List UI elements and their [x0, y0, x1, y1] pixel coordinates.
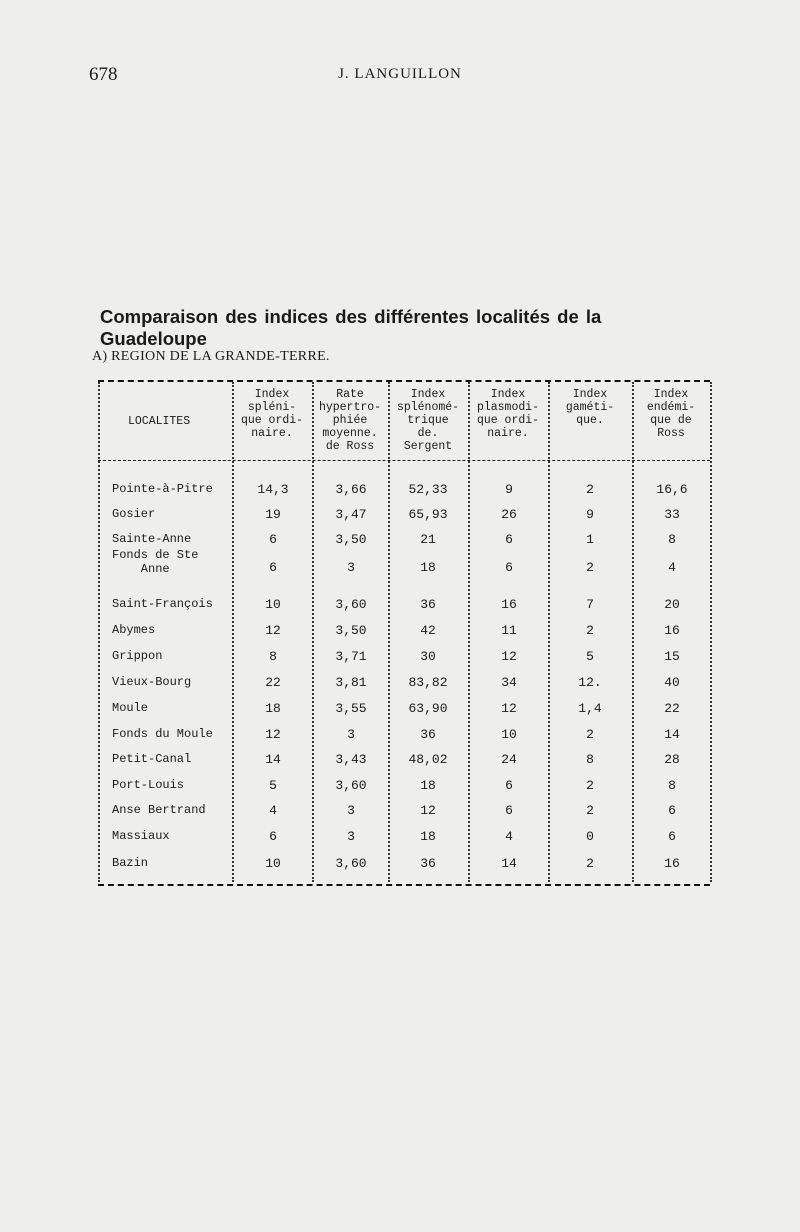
column-separator [548, 382, 550, 882]
column-header: Index endémi- que de Ross [646, 388, 696, 440]
section-heading: A) REGION DE LA GRANDE-TERRE. [92, 349, 330, 364]
table-cell: 1 [586, 532, 594, 547]
table-cell: 6 [269, 560, 277, 575]
table-cell: 21 [420, 532, 436, 547]
table-cell: 3,43 [335, 752, 367, 767]
table-cell: 3,50 [335, 623, 367, 638]
header-localites: LOCALITES [128, 415, 191, 428]
table-cell: 2 [586, 482, 594, 497]
table-cell: 6 [505, 560, 513, 575]
table-cell: 18 [420, 778, 436, 793]
table-cell: 6 [269, 829, 277, 844]
column-header: Index plasmodi- que ordi- naire. [476, 388, 540, 440]
table-cell: 14 [265, 752, 281, 767]
table-cell: 16,6 [656, 482, 688, 497]
table-cell: 3 [347, 829, 355, 844]
locality-name: Fonds du Moule [112, 727, 213, 741]
locality-name: Abymes [112, 623, 156, 637]
locality-name: Pointe-à-Pitre [112, 482, 213, 496]
table-cell: 26 [501, 507, 517, 522]
table-cell: 5 [269, 778, 277, 793]
table-cell: 3 [347, 803, 355, 818]
table-cell: 12 [420, 803, 436, 818]
table-cell: 3 [347, 727, 355, 742]
table-cell: 65,93 [408, 507, 448, 522]
locality-name: Grippon [112, 649, 163, 663]
table-cell: 6 [505, 532, 513, 547]
table-cell: 7 [586, 597, 594, 612]
page-title: Comparaison des indices des différentes localités de la Guadeloupe [100, 306, 602, 349]
table-cell: 16 [664, 623, 680, 638]
table-cell: 22 [265, 675, 281, 690]
locality-name: Massiaux [112, 829, 170, 843]
running-head: J. LANGUILLON [338, 66, 462, 82]
table-cell: 0 [586, 829, 594, 844]
locality-name: Port-Louis [112, 778, 185, 792]
table-cell: 8 [586, 752, 594, 767]
table-cell: 12 [265, 727, 281, 742]
column-separator [232, 382, 234, 882]
table-cell: 16 [664, 856, 680, 871]
table-cell: 12 [501, 701, 517, 716]
table-cell: 19 [265, 507, 281, 522]
table-cell: 63,90 [408, 701, 448, 716]
table-cell: 48,02 [408, 752, 448, 767]
table-cell: 20 [664, 597, 680, 612]
table-cell: 6 [668, 829, 676, 844]
locality-name: Moule [112, 701, 149, 715]
table-cell: 16 [501, 597, 517, 612]
column-header: Index splénomé- trique de. Sergent [396, 388, 460, 453]
table-cell: 8 [668, 532, 676, 547]
table-cell: 42 [420, 623, 436, 638]
table-cell: 6 [505, 803, 513, 818]
table-cell: 2 [586, 560, 594, 575]
table-cell: 2 [586, 856, 594, 871]
locality-name: Fonds de Ste Anne [112, 548, 199, 576]
table-cell: 6 [668, 803, 676, 818]
table-cell: 2 [586, 778, 594, 793]
column-separator [98, 382, 100, 882]
table-cell: 1,4 [578, 701, 602, 716]
table-cell: 3,66 [335, 482, 367, 497]
table-cell: 28 [664, 752, 680, 767]
table-cell: 11 [501, 623, 517, 638]
table-cell: 83,82 [408, 675, 448, 690]
table-cell: 18 [420, 829, 436, 844]
table-cell: 3,60 [335, 597, 367, 612]
table-cell: 9 [586, 507, 594, 522]
data-table [98, 374, 712, 889]
table-cell: 3,60 [335, 856, 367, 871]
table-cell: 10 [501, 727, 517, 742]
table-cell: 18 [420, 560, 436, 575]
table-cell: 15 [664, 649, 680, 664]
locality-name: Saint-François [112, 597, 213, 611]
table-cell: 36 [420, 597, 436, 612]
locality-name: Vieux-Bourg [112, 675, 192, 689]
table-cell: 22 [664, 701, 680, 716]
table-cell: 24 [501, 752, 517, 767]
table-cell: 14 [501, 856, 517, 871]
table-cell: 3,81 [335, 675, 367, 690]
table-cell: 10 [265, 856, 281, 871]
column-header: Rate hypertro- phiée moyenne. de Ross [318, 388, 382, 453]
table-cell: 4 [269, 803, 277, 818]
table-cell: 3,71 [335, 649, 367, 664]
table-cell: 36 [420, 727, 436, 742]
table-cell: 2 [586, 803, 594, 818]
table-cell: 4 [668, 560, 676, 575]
column-separator [710, 382, 712, 882]
header-rule [98, 460, 710, 461]
table-top-rule [98, 380, 710, 382]
page-number: 678 [89, 64, 118, 85]
column-separator [632, 382, 634, 882]
column-separator [312, 382, 314, 882]
table-cell: 3,50 [335, 532, 367, 547]
locality-name: Petit-Canal [112, 752, 192, 766]
column-separator [468, 382, 470, 882]
locality-name: Bazin [112, 856, 149, 870]
table-cell: 4 [505, 829, 513, 844]
column-header: Index spléni- que ordi- naire. [240, 388, 304, 440]
column-separator [388, 382, 390, 882]
table-cell: 36 [420, 856, 436, 871]
table-cell: 14,3 [257, 482, 289, 497]
table-cell: 18 [265, 701, 281, 716]
table-cell: 33 [664, 507, 680, 522]
table-cell: 9 [505, 482, 513, 497]
table-cell: 40 [664, 675, 680, 690]
table-cell: 6 [505, 778, 513, 793]
table-cell: 5 [586, 649, 594, 664]
table-cell: 12. [578, 675, 602, 690]
locality-name: Sainte-Anne [112, 532, 192, 546]
table-cell: 3,60 [335, 778, 367, 793]
table-bottom-rule [98, 884, 710, 886]
table-cell: 3,47 [335, 507, 367, 522]
table-cell: 30 [420, 649, 436, 664]
table-cell: 10 [265, 597, 281, 612]
table-cell: 8 [668, 778, 676, 793]
table-cell: 6 [269, 532, 277, 547]
table-cell: 12 [265, 623, 281, 638]
table-cell: 14 [664, 727, 680, 742]
table-cell: 3 [347, 560, 355, 575]
table-cell: 3,55 [335, 701, 367, 716]
locality-name: Anse Bertrand [112, 803, 206, 817]
table-cell: 12 [501, 649, 517, 664]
table-cell: 52,33 [408, 482, 448, 497]
table-cell: 2 [586, 623, 594, 638]
column-header: Index gaméti- que. [565, 388, 615, 427]
locality-name: Gosier [112, 507, 156, 521]
table-cell: 34 [501, 675, 517, 690]
table-cell: 2 [586, 727, 594, 742]
table-cell: 8 [269, 649, 277, 664]
